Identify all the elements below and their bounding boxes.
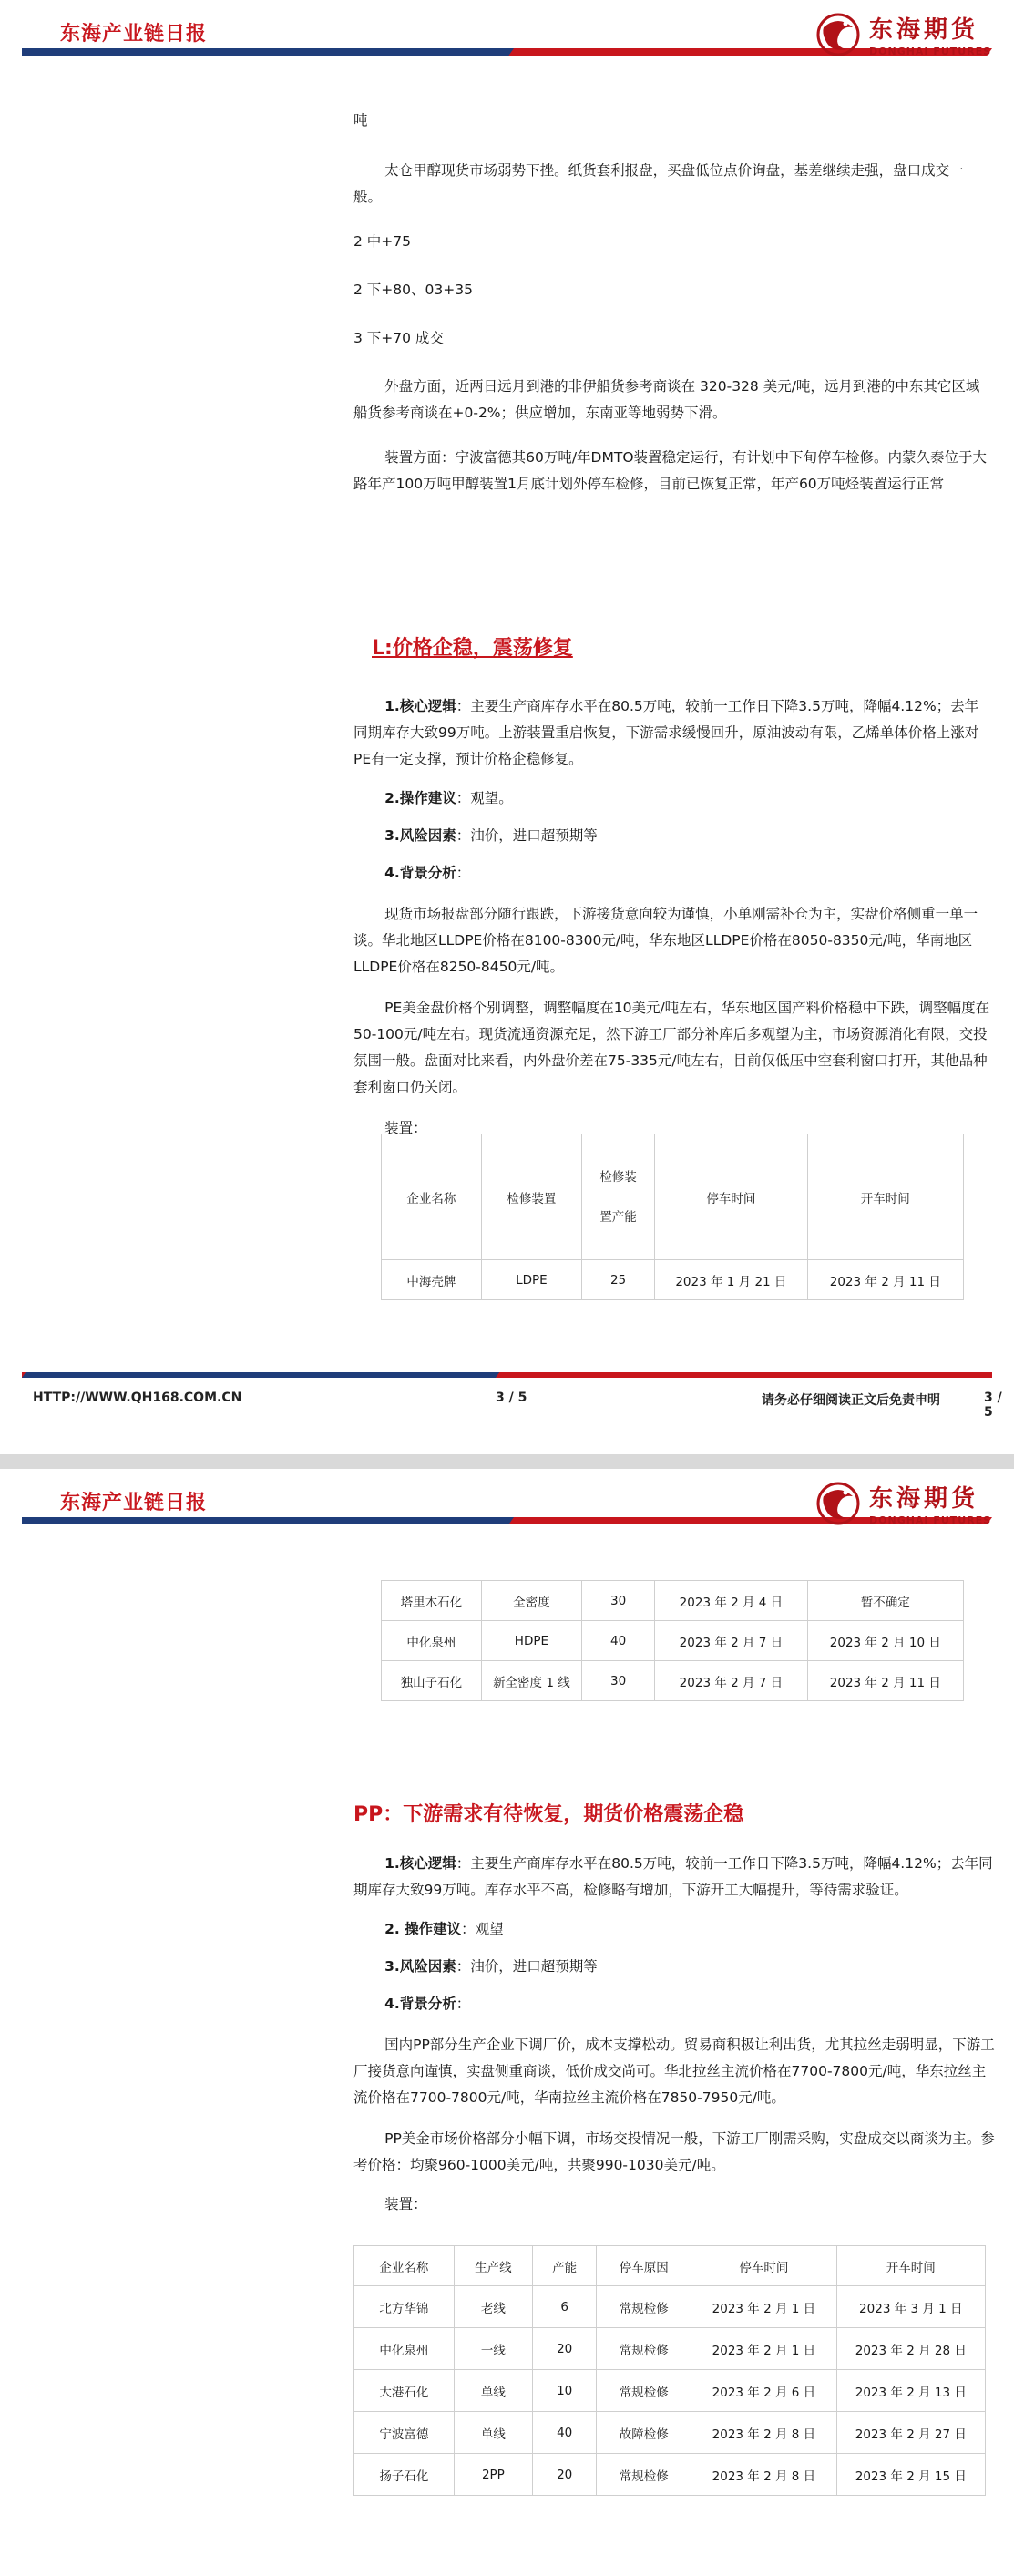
table-row — [354, 2286, 986, 2328]
cell-capacity: 30 — [581, 1661, 654, 1701]
cell-start-time: 2023 年 2 月 11 日 — [807, 1260, 963, 1300]
quote-line-2: 2 下+80、03+35 — [353, 282, 473, 298]
col-company: 企业名称 — [354, 2246, 455, 2286]
col-start-time: 开车时间 — [807, 1134, 963, 1260]
report-title: 东海产业链日报 — [60, 1492, 208, 1514]
table-row — [354, 2370, 986, 2412]
col-capacity: 检修装 置产能 — [581, 1134, 654, 1260]
l-device-table-continued — [381, 1580, 964, 1701]
paragraph-top: 吨 — [353, 112, 368, 128]
table-row — [354, 2454, 986, 2496]
cell-company: 大港石化 — [354, 2370, 455, 2412]
pp-core-logic — [353, 1851, 995, 1904]
cell-reason: 常规检修 — [597, 2454, 691, 2496]
cell-capacity: 20 — [533, 2454, 597, 2496]
l-bg-label: 4.背景分析 — [384, 865, 456, 881]
l-operation — [353, 785, 991, 812]
l-risk — [353, 823, 991, 849]
cell-capacity: 6 — [533, 2286, 597, 2328]
table-row — [382, 1621, 964, 1661]
col-unit: 检修装置 — [481, 1134, 581, 1260]
table-row — [382, 1581, 964, 1621]
cell-unit: 新全密度 1 线 — [481, 1661, 581, 1701]
col-reason: 停车原因 — [597, 2246, 691, 2286]
page-header — [0, 1469, 1014, 1540]
cell-reason: 故障检修 — [597, 2412, 691, 2454]
l-op-label: 2.操作建议 — [384, 790, 456, 806]
l-device-table — [381, 1134, 964, 1300]
pp-risk — [353, 1954, 995, 1980]
pp-section — [353, 1799, 995, 2218]
l-background — [353, 860, 991, 887]
footer-disclaimer: 请务必仔细阅读正文后免责申明 — [762, 1393, 940, 1408]
cell-line: 2PP — [454, 2454, 532, 2496]
col-line: 生产线 — [454, 2246, 532, 2286]
l-background-1: 现货市场报盘部分随行跟跌，下游接货意向较为谨慎，小单刚需补仓为主，实盘价格侧重一单一谈。华北地区LLDPE价格在8100-8300元/吨，华东地区LLDPE价格在8050-8350元/吨，华南地区LLDPE价格在8250-8450元/吨。 — [353, 906, 978, 975]
cell-capacity: 30 — [581, 1581, 654, 1621]
dragon-emblem-icon — [814, 1478, 867, 1529]
cell-stop-time: 2023 年 2 月 6 日 — [691, 2370, 836, 2412]
quote-line-3: 3 下+70 成交 — [353, 330, 444, 346]
cell-company: 塔里木石化 — [382, 1581, 482, 1621]
cell-stop-time: 2023 年 2 月 1 日 — [691, 2286, 836, 2328]
cell-start-time: 暂不确定 — [807, 1581, 963, 1621]
col-stop-time: 停车时间 — [655, 1134, 807, 1260]
cell-company: 中化泉州 — [354, 2328, 455, 2370]
page-separator — [0, 1454, 1014, 1469]
l-background-2: PE美金盘价格个别调整，调整幅度在10美元/吨左右，华东地区国产料价格稳中下跌，调整幅度在50-100元/吨左右。现货流通资源充足，然下游工厂部分补库后多观望为主，市场资源消化有限，交投氛围一般。盘面对比来看，内外盘价差在75-335元/吨左右，目前仅低压中空套利窗口打开，其他品种套利窗口仍关闭。 — [353, 1000, 990, 1095]
l-section-title: L:价格企稳，震荡修复 — [372, 637, 573, 660]
col-capacity: 产能 — [533, 2246, 597, 2286]
cell-company: 宁波富德 — [354, 2412, 455, 2454]
cell-reason: 常规检修 — [597, 2328, 691, 2370]
pp-op-label: 2. 操作建议 — [384, 1921, 462, 1937]
cell-stop-time: 2023 年 2 月 7 日 — [655, 1621, 807, 1661]
cell-start-time: 2023 年 2 月 15 日 — [836, 2454, 985, 2496]
col-stop-time: 停车时间 — [691, 2246, 836, 2286]
pp-background-1: 国内PP部分生产企业下调厂价，成本支撑松动。贸易商积极让利出货，尤其拉丝走弱明显，下游工厂接货意向谨慎，实盘侧重商谈，低价成交尚可。华北拉丝主流价格在7700-7800元/吨，华东拉丝主流价格在7700-7800元/吨，华南拉丝主流价格在7850-7950元/吨。 — [353, 2037, 995, 2106]
table-header-row — [354, 2246, 986, 2286]
logo-english-text: DONGHAI FUTURES — [869, 1514, 992, 1526]
l-core-logic — [353, 693, 991, 773]
cell-start-time: 2023 年 2 月 28 日 — [836, 2328, 985, 2370]
l-risk-label: 3.风险因素 — [384, 827, 456, 844]
methanol-section — [353, 108, 991, 498]
cell-unit: HDPE — [481, 1621, 581, 1661]
pp-background-2: PP美金市场价格部分小幅下调，市场交投情况一般，下游工厂刚需采购，实盘成交以商谈为主。参考价格：均聚960-1000美元/吨，共聚990-1030美元/吨。 — [353, 2130, 995, 2173]
report-title: 东海产业链日报 — [60, 23, 208, 46]
cell-stop-time: 2023 年 2 月 8 日 — [691, 2454, 836, 2496]
pp-core-text: ：主要生产商库存水平在80.5万吨，较前一工作日下降3.5万吨，降幅4.12%；去年同期库存大致99万吨。库存水平不高，检修略有增加，下游开工大幅提升，等待需求验证。 — [353, 1855, 993, 1898]
cell-unit: LDPE — [481, 1260, 581, 1300]
cell-start-time: 2023 年 2 月 27 日 — [836, 2412, 985, 2454]
paragraph-external: 外盘方面，近两日远月到港的非伊船货参考商谈在 320-328 美元/吨，远月到港的中东其它区域船货参考商谈在+0-2%；供应增加，东南亚等地弱势下滑。 — [353, 378, 980, 421]
footer-page-number-right: 3 / 5 — [984, 1391, 1002, 1420]
table-row — [382, 1661, 964, 1701]
l-core-text: ：主要生产商库存水平在80.5万吨，较前一工作日下降3.5万吨，降幅4.12%；去年同期库存大致99万吨。上游装置重启恢复，下游需求缓慢回升，原油波动有限，乙烯单体价格上涨对PE有一定支撑，预计价格企稳修复。 — [353, 698, 979, 767]
logo-english-text: DONGHAI FUTURES — [869, 46, 992, 57]
cell-company: 北方华锦 — [354, 2286, 455, 2328]
col-start-time: 开车时间 — [836, 2246, 985, 2286]
pp-risk-label: 3.风险因素 — [384, 1958, 456, 1975]
logo-chinese-text: 东海期货 — [869, 16, 979, 44]
pp-risk-text: ：油价，进口超预期等 — [456, 1958, 598, 1975]
dragon-emblem-icon — [814, 9, 867, 60]
pp-section-title: PP：下游需求有待恢复，期货价格震荡企稳 — [353, 1803, 744, 1826]
cell-line: 老线 — [454, 2286, 532, 2328]
l-risk-text: ：油价，进口超预期等 — [456, 827, 598, 844]
cell-capacity: 40 — [533, 2412, 597, 2454]
pp-device-label: 装置： — [384, 2196, 427, 2212]
pp-op-text: ：观望 — [461, 1921, 504, 1937]
paragraph-device: 装置方面：宁波富德其60万吨/年DMTO装置稳定运行，有计划中下旬停车检修。内蒙久泰位于大路年产100万吨甲醇装置1月底计划外停车检修，目前已恢复正常，年产60万吨烃装置运行正常 — [353, 449, 988, 492]
l-device-label: 装置： — [384, 1120, 427, 1136]
l-core-label: 1.核心逻辑 — [384, 698, 456, 714]
pp-background — [353, 1991, 995, 2017]
paragraph-taicang: 太仓甲醇现货市场弱势下挫。纸货套利报盘，买盘低位点价询盘，基差继续走强，盘口成交一般。 — [353, 162, 964, 205]
cell-stop-time: 2023 年 2 月 8 日 — [691, 2412, 836, 2454]
pp-operation — [353, 1916, 995, 1943]
cell-company: 独山子石化 — [382, 1661, 482, 1701]
footer-url[interactable]: HTTP://WWW.QH168.COM.CN — [33, 1391, 242, 1405]
cell-line: 单线 — [454, 2412, 532, 2454]
logo-chinese-text: 东海期货 — [869, 1485, 979, 1513]
cell-line: 一线 — [454, 2328, 532, 2370]
donghai-logo — [814, 9, 997, 60]
cell-unit: 全密度 — [481, 1581, 581, 1621]
cell-capacity: 20 — [533, 2328, 597, 2370]
l-bg-colon: ： — [456, 865, 471, 881]
cell-stop-time: 2023 年 2 月 4 日 — [655, 1581, 807, 1621]
table-row — [354, 2328, 986, 2370]
cell-start-time: 2023 年 2 月 13 日 — [836, 2370, 985, 2412]
cell-reason: 常规检修 — [597, 2370, 691, 2412]
col-company: 企业名称 — [382, 1134, 482, 1260]
donghai-logo — [814, 1478, 997, 1529]
cell-stop-time: 2023 年 1 月 21 日 — [655, 1260, 807, 1300]
pp-bg-colon: ： — [456, 1996, 471, 2012]
table-row — [354, 2412, 986, 2454]
cell-start-time: 2023 年 3 月 1 日 — [836, 2286, 985, 2328]
cell-capacity: 40 — [581, 1621, 654, 1661]
pp-bg-label: 4.背景分析 — [384, 1996, 456, 2012]
cell-company: 中海壳牌 — [382, 1260, 482, 1300]
quote-line-1: 2 中+75 — [353, 233, 411, 250]
cell-line: 单线 — [454, 2370, 532, 2412]
table-row — [382, 1260, 964, 1300]
footer-bar — [22, 1372, 992, 1378]
page-header — [0, 0, 1014, 71]
cell-start-time: 2023 年 2 月 10 日 — [807, 1621, 963, 1661]
footer-page-number: 3 / 5 — [496, 1391, 527, 1405]
cell-stop-time: 2023 年 2 月 1 日 — [691, 2328, 836, 2370]
cell-capacity: 10 — [533, 2370, 597, 2412]
pp-device-table — [353, 2245, 986, 2496]
l-section — [353, 632, 991, 1142]
cell-start-time: 2023 年 2 月 11 日 — [807, 1661, 963, 1701]
l-op-text: ：观望。 — [456, 790, 513, 806]
cell-company: 扬子石化 — [354, 2454, 455, 2496]
page-4 — [0, 1469, 1014, 2576]
cell-company: 中化泉州 — [382, 1621, 482, 1661]
pp-core-label: 1.核心逻辑 — [384, 1855, 456, 1872]
cell-stop-time: 2023 年 2 月 7 日 — [655, 1661, 807, 1701]
cell-capacity: 25 — [581, 1260, 654, 1300]
table-header-row — [382, 1134, 964, 1260]
cell-reason: 常规检修 — [597, 2286, 691, 2328]
